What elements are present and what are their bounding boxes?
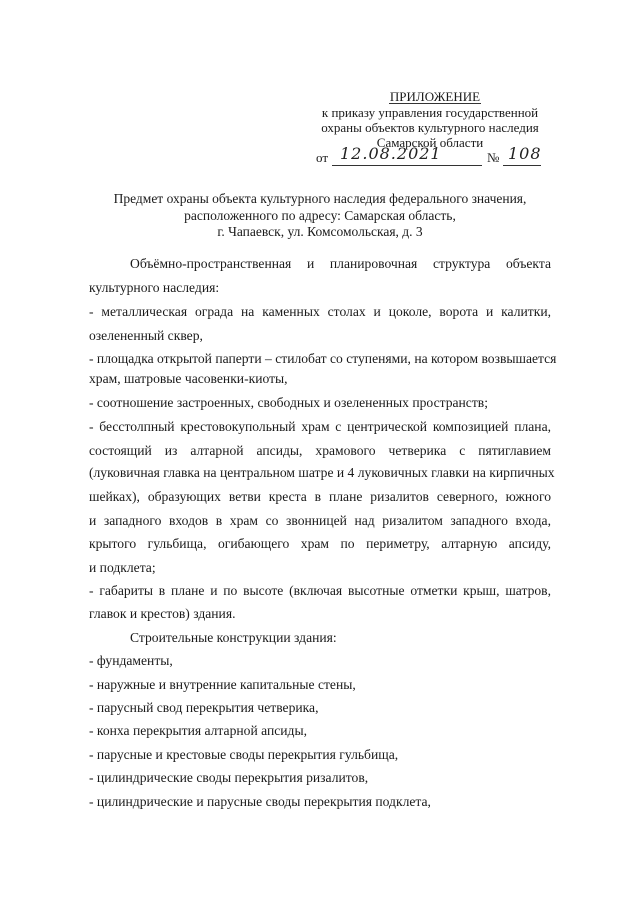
number-underline	[503, 165, 541, 166]
item4-line-7: и подклета;	[89, 560, 156, 575]
number-prefix: №	[487, 150, 500, 165]
date-underline	[332, 165, 482, 166]
item4-line-5: и западного входов в храм со звонницей над ризалитом западного входа,	[89, 513, 551, 528]
header-line-1: к приказу управления государственной	[321, 105, 539, 120]
construction-item: - фундаменты,	[89, 653, 173, 668]
section1-heading-line-2: культурного наследия:	[89, 280, 220, 295]
section2-heading: Строительные конструкции здания:	[130, 630, 337, 645]
item4-line-4: шейках), образующих ветви креста в плане ризалитов северного, южного	[89, 489, 551, 504]
construction-item: - конха перекрытия алтарной апсиды,	[89, 723, 308, 738]
item4-line-1: - бесстолпный крестовокупольный храм с центрической композицией плана,	[89, 419, 551, 434]
item1-line-1: - металлическая ограда на каменных столах и цоколе, ворота и калитки,	[89, 304, 551, 319]
item3-line-1: - соотношение застроенных, свободных и озелененных пространств;	[89, 395, 488, 410]
item5-line-2: главок и крестов) здания.	[89, 606, 236, 621]
item4-line-2: состоящий из алтарной апсиды, храмового четверика с пятиглавием	[89, 443, 551, 458]
item4-line-3: (луковичная главка на центральном шатре и 4 луковичных главки на кирпичных	[89, 465, 555, 480]
document-title-line-1: Предмет охраны объекта культурного наследия федерального значения,	[113, 191, 527, 206]
date-prefix: от	[316, 150, 329, 165]
construction-item: - цилиндрические своды перекрытия ризалитов,	[89, 770, 369, 785]
item2-line-1: - площадка открытой паперти – стилобат со ступенями, на котором возвышается	[89, 351, 557, 366]
header-line-2: охраны объектов культурного наследия	[321, 120, 539, 135]
item5-line-1: - габариты в плане и по высоте (включая высотные отметки крыш, шатров,	[89, 583, 551, 598]
appendix-title: ПРИЛОЖЕНИЕ	[389, 89, 481, 104]
appendix-title-underline	[389, 103, 481, 104]
document-title-line-3: г. Чапаевск, ул. Комсомольская, д. 3	[217, 224, 423, 239]
section1-heading-line-1: Объёмно-пространственная и планировочная структура объекта	[130, 256, 551, 271]
construction-item: - парусные и крестовые своды перекрытия гульбища,	[89, 747, 399, 762]
number-handwritten: 108	[508, 144, 542, 163]
header-line-3: Самарской области	[376, 135, 484, 150]
document-title-line-2: расположенного по адресу: Самарская область,	[184, 208, 456, 223]
item4-line-6: крытого гульбища, огибающего храм по периметру, алтарную апсиду,	[89, 536, 551, 551]
construction-item: - наружные и внутренние капитальные стены,	[89, 677, 356, 692]
item2-line-2: храм, шатровые часовенки-киоты,	[89, 371, 288, 386]
date-handwritten: 12.08.2021	[340, 144, 442, 163]
construction-item: - парусный свод перекрытия четверика,	[89, 700, 319, 715]
item1-line-2: озелененный сквер,	[89, 328, 203, 343]
construction-item: - цилиндрические и парусные своды перекрытия подклета,	[89, 794, 431, 809]
